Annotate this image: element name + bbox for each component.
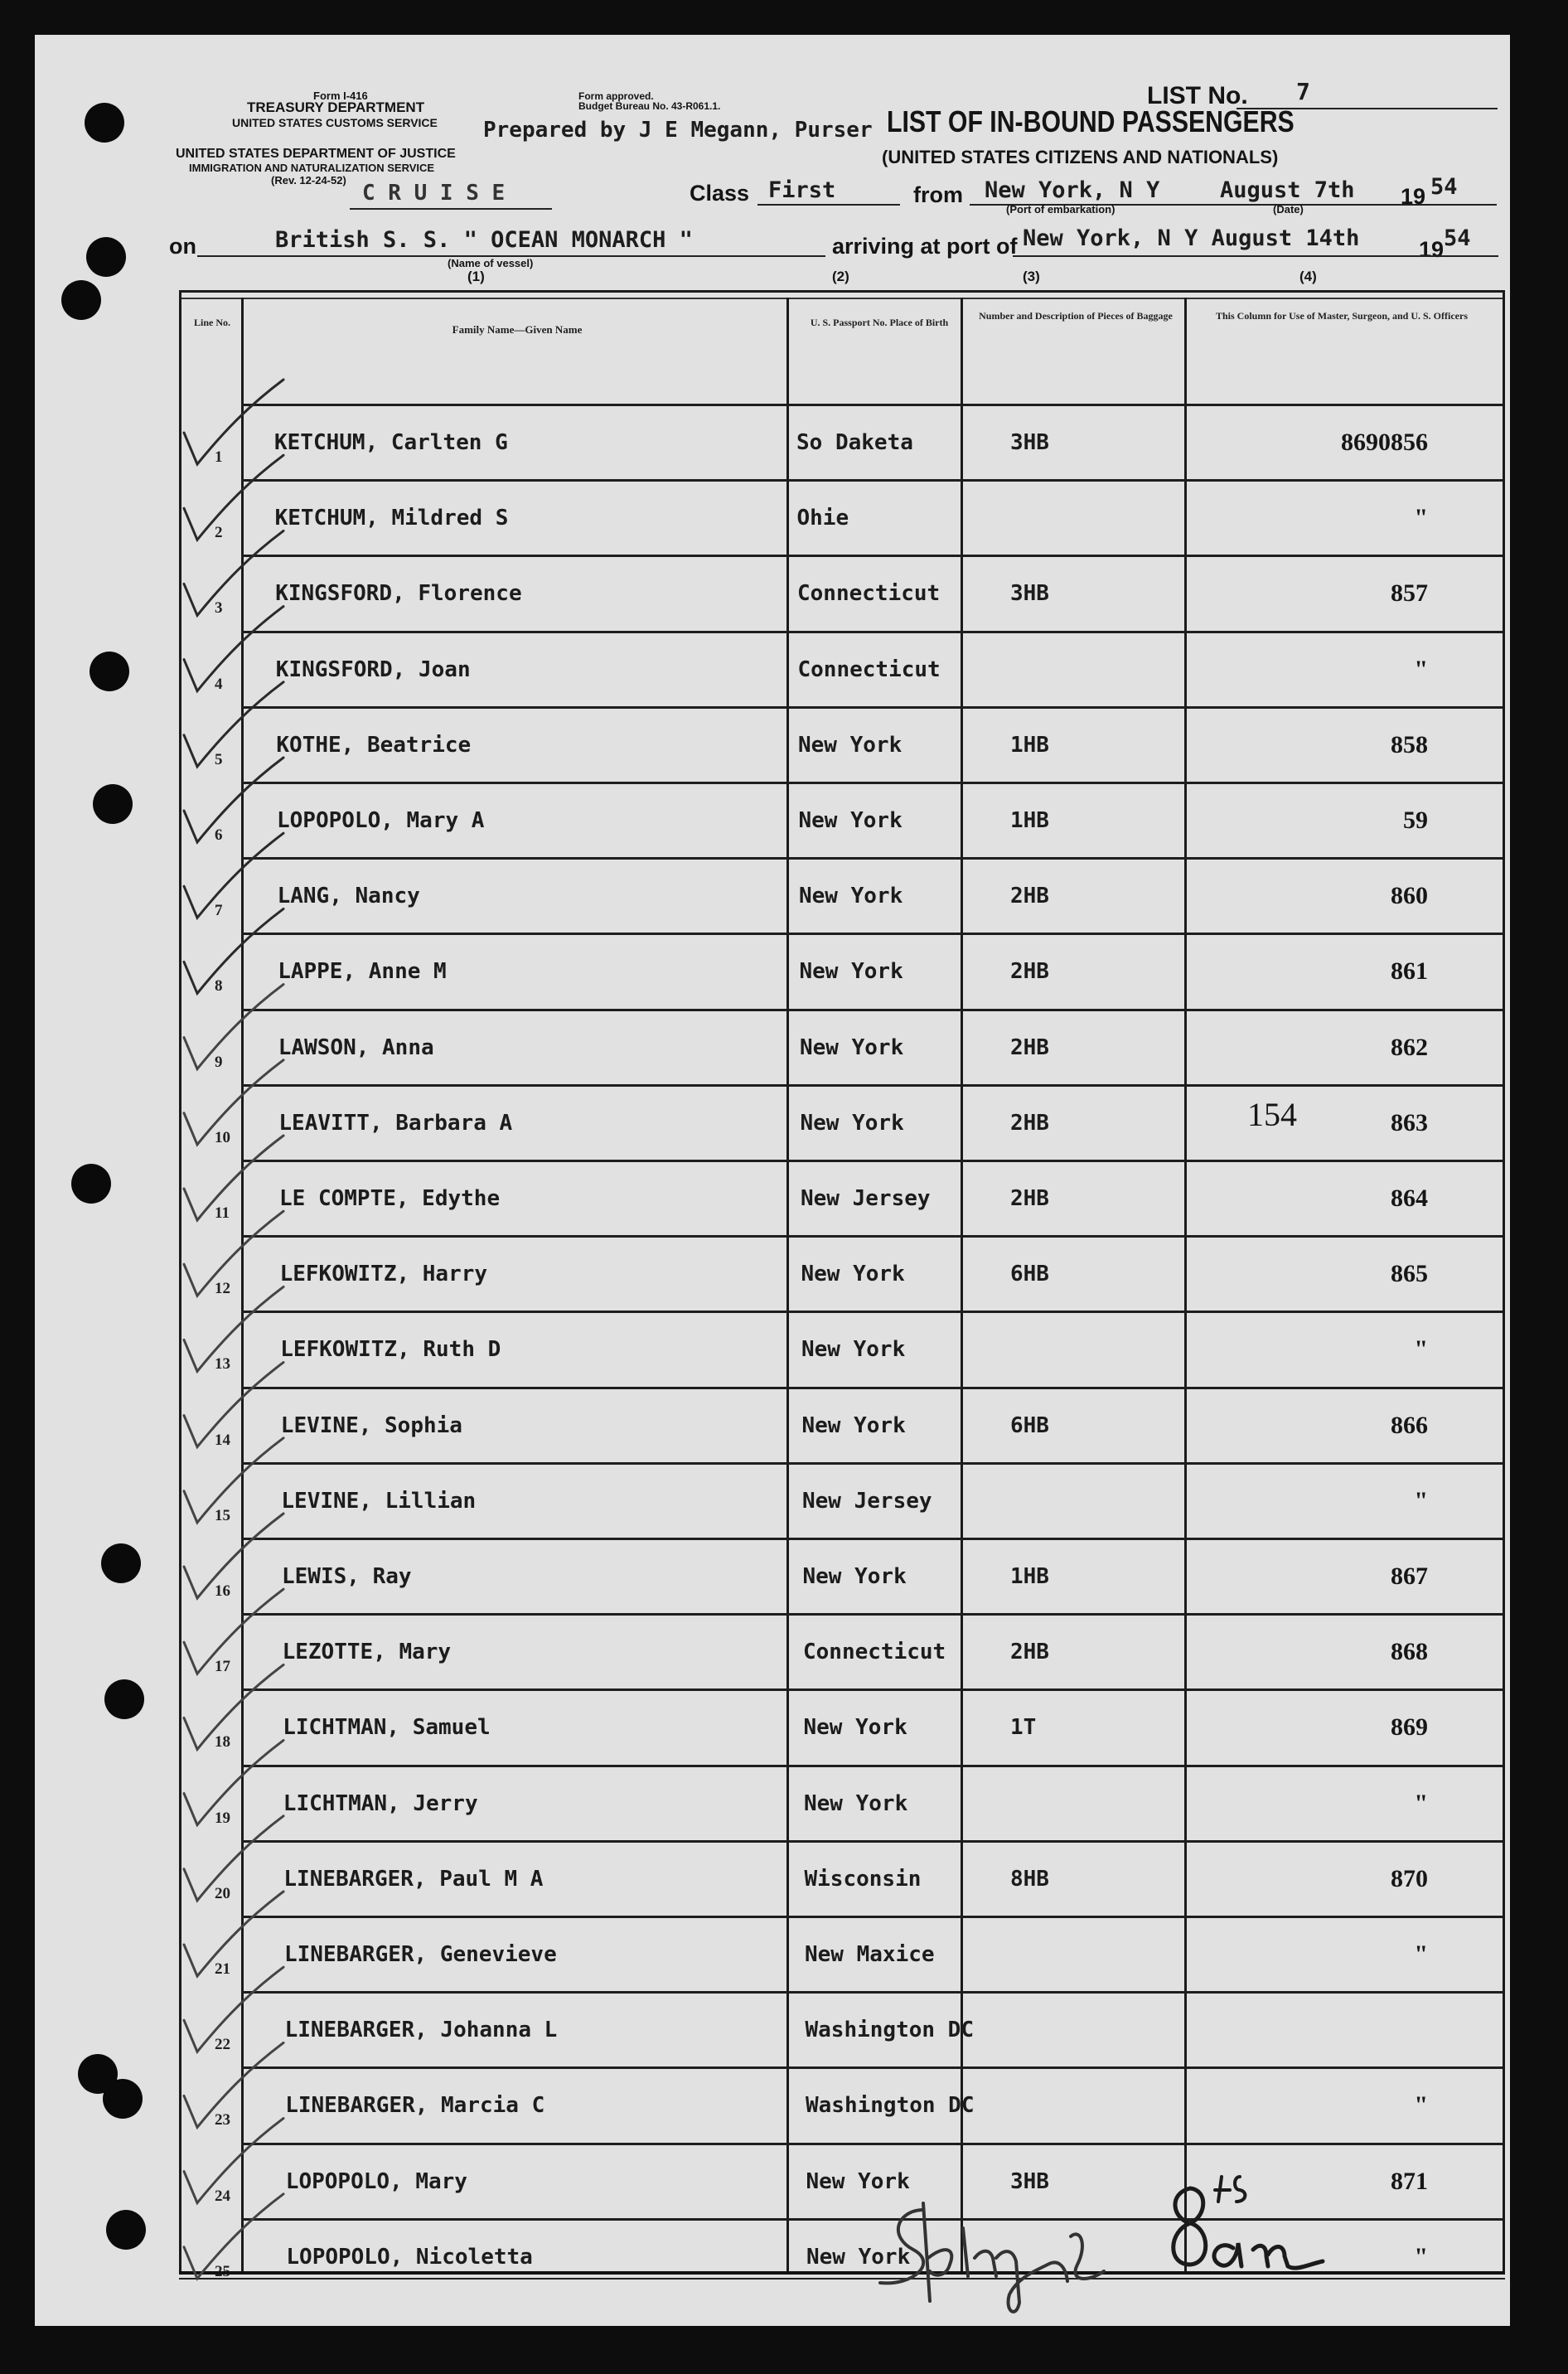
- treasury-label: TREASURY DEPARTMENT: [247, 99, 425, 115]
- embark-year-prefix: 19: [1401, 184, 1426, 209]
- table-row: [181, 1690, 1503, 1766]
- binder-hole: [71, 1164, 111, 1204]
- line-number: 23: [215, 2111, 230, 2129]
- baggage: 1HB: [1010, 808, 1049, 833]
- table-row: [181, 1464, 1503, 1539]
- table-row: [181, 1237, 1503, 1312]
- on-label: on: [169, 234, 196, 259]
- passenger-name: LOPOPOLO, Mary: [285, 2168, 467, 2194]
- arrival-year-suffix: 54: [1444, 225, 1471, 251]
- baggage: 6HB: [1010, 1412, 1049, 1438]
- line-number: 11: [215, 1204, 230, 1222]
- official-number: ": [1414, 504, 1428, 532]
- embark-year-suffix: 54: [1430, 174, 1458, 200]
- place-of-birth: New York: [798, 732, 903, 758]
- table-row: [181, 1539, 1503, 1615]
- official-number: 59: [1403, 807, 1428, 834]
- baggage: 8HB: [1010, 1866, 1049, 1892]
- port-of-embarkation: New York, N Y: [985, 177, 1160, 203]
- official-number: 860: [1391, 882, 1428, 910]
- baggage: 2HB: [1010, 884, 1049, 909]
- passenger-name: LEZOTTE, Mary: [282, 1640, 452, 1665]
- table-row: [181, 481, 1503, 556]
- passenger-name: LINEBARGER, Johanna L: [284, 2018, 558, 2043]
- place-of-birth: New Maxice: [805, 1942, 935, 1967]
- line-number: 12: [215, 1280, 230, 1298]
- binder-hole: [101, 1543, 141, 1583]
- passenger-name: LEAVITT, Barbara A: [278, 1110, 513, 1136]
- budget-label: Budget Bureau No. 43-R061.1.: [578, 100, 721, 112]
- table-row: [181, 1615, 1503, 1690]
- col-num-1: (1): [467, 269, 485, 284]
- place-of-birth: New York: [801, 1337, 906, 1363]
- baggage: 1HB: [1010, 1564, 1049, 1589]
- table-row: [181, 1917, 1503, 1993]
- line-number: 22: [215, 2036, 230, 2054]
- table-row: [181, 859, 1503, 934]
- document-subtitle: (UNITED STATES CITIZENS AND NATIONALS): [882, 147, 1279, 167]
- place-of-birth: Washington DC: [805, 2018, 974, 2043]
- line-number: 13: [215, 1355, 230, 1374]
- form-number: Form I-416: [313, 90, 368, 102]
- baggage: 6HB: [1010, 1262, 1049, 1287]
- table-row: [181, 2068, 1503, 2144]
- class-value: First: [768, 177, 836, 203]
- baggage: 2HB: [1010, 1034, 1049, 1060]
- passenger-name: LEFKOWITZ, Ruth D: [280, 1337, 501, 1363]
- official-number: 867: [1391, 1562, 1428, 1590]
- table-row: [181, 405, 1503, 481]
- place-of-birth: New York: [801, 1262, 905, 1287]
- official-number: 869: [1391, 1713, 1428, 1742]
- embark-date: August 7th: [1220, 177, 1355, 203]
- line-number: 16: [215, 1582, 230, 1600]
- baggage: 1HB: [1010, 732, 1049, 758]
- line-number: 25: [215, 2262, 230, 2280]
- line-number: 17: [215, 1658, 230, 1676]
- binder-hole: [104, 1679, 144, 1719]
- line-number: 9: [215, 1053, 223, 1071]
- table-row: [181, 632, 1503, 708]
- binder-hole: [85, 103, 124, 143]
- baggage: 2HB: [1010, 1640, 1049, 1665]
- official-number: ": [1414, 2242, 1428, 2270]
- ins-label: IMMIGRATION AND NATURALIZATION SERVICE: [189, 162, 435, 174]
- table-row: [181, 1993, 1503, 2068]
- list-no-value: 7: [1296, 78, 1310, 105]
- place-of-birth: Connecticut: [797, 581, 941, 607]
- document-page: [35, 35, 1510, 2326]
- arrival-underline: [1013, 255, 1409, 257]
- table-row: [181, 934, 1503, 1010]
- official-number: ": [1414, 1940, 1428, 1968]
- table-row: [181, 708, 1503, 783]
- line-number: 20: [215, 1884, 230, 1902]
- passenger-name: LINEBARGER, Marcia C: [285, 2093, 545, 2119]
- official-number: 863: [1391, 1108, 1428, 1136]
- official-number: 871: [1391, 2167, 1428, 2195]
- place-of-birth: New Jersey: [802, 1488, 932, 1514]
- official-number: 866: [1391, 1411, 1428, 1439]
- place-of-birth: New York: [803, 1715, 907, 1741]
- passenger-name: LEWIS, Ray: [282, 1564, 412, 1589]
- handwritten-signature: [864, 2178, 1212, 2319]
- place-of-birth: New York: [799, 959, 903, 985]
- header-passport: U. S. Passport No. Place of Birth: [810, 317, 949, 328]
- place-of-birth: New York: [801, 1412, 906, 1438]
- vessel-caption: (Name of vessel): [448, 257, 534, 269]
- handwritten-time: [1160, 2172, 1359, 2313]
- table-body: [181, 405, 1503, 2280]
- place-of-birth: New York: [798, 808, 903, 833]
- arriving-label: arriving at port of: [832, 234, 1018, 259]
- list-no-label: LIST No.: [1147, 82, 1248, 109]
- arrival-year-prefix: 19: [1419, 237, 1445, 262]
- binder-hole: [86, 237, 126, 277]
- line-number: 7: [215, 902, 223, 920]
- passenger-name: LANG, Nancy: [277, 884, 420, 909]
- revision-label: (Rev. 12-24-52): [271, 174, 346, 187]
- class-label: Class: [690, 181, 750, 206]
- line-number: 15: [215, 1506, 230, 1524]
- place-of-birth: New Jersey: [801, 1186, 931, 1211]
- binder-hole: [90, 652, 129, 691]
- baggage: 3HB: [1010, 2168, 1049, 2194]
- line-number: 18: [215, 1733, 230, 1751]
- baggage: 2HB: [1010, 1110, 1049, 1136]
- passenger-name: LINEBARGER, Paul M A: [283, 1866, 544, 1892]
- line-number: 1: [215, 448, 223, 466]
- official-number: 858: [1391, 730, 1428, 758]
- cruise-underline: [350, 208, 552, 210]
- passenger-name: LEVINE, Lillian: [281, 1488, 477, 1514]
- baggage: 2HB: [1010, 959, 1049, 985]
- passenger-name: KINGSFORD, Florence: [275, 581, 522, 607]
- passenger-name: LE COMPTE, Edythe: [279, 1186, 501, 1211]
- official-number: ": [1414, 655, 1428, 683]
- passenger-name: KETCHUM, Mildred S: [274, 506, 509, 531]
- year-underline: [1391, 204, 1497, 206]
- place-of-birth: Ohie: [796, 506, 849, 531]
- binder-hole: [93, 784, 133, 824]
- place-of-birth: New York: [799, 884, 903, 909]
- table-row: [181, 1388, 1503, 1464]
- official-number: 862: [1391, 1033, 1428, 1061]
- place-of-birth: Wisconsin: [804, 1866, 922, 1892]
- table-row: [181, 1766, 1503, 1842]
- customs-label: UNITED STATES CUSTOMS SERVICE: [232, 116, 438, 129]
- table-row: [181, 1086, 1503, 1161]
- passenger-name: LOPOPOLO, Mary A: [277, 808, 485, 833]
- cruise-label: C R U I S E: [362, 181, 506, 206]
- passenger-name: KETCHUM, Carlten G: [274, 430, 508, 455]
- line-number: 21: [215, 1960, 230, 1978]
- place-of-birth: New York: [800, 1034, 904, 1060]
- line-number: 4: [215, 675, 223, 693]
- official-number: ": [1414, 1335, 1428, 1364]
- vessel-name: British S. S. " OCEAN MONARCH ": [275, 227, 693, 253]
- official-number: ": [1414, 2091, 1428, 2120]
- table-row: [181, 1312, 1503, 1388]
- passenger-name: LAWSON, Anna: [278, 1034, 434, 1060]
- header-line-no: Line No.: [193, 317, 230, 328]
- official-number: 857: [1391, 579, 1428, 608]
- table-row: [181, 556, 1503, 632]
- table-inner-top: [181, 298, 1503, 299]
- line-number: 5: [215, 750, 223, 768]
- passenger-name: KOTHE, Beatrice: [276, 732, 472, 758]
- place-of-birth: Connecticut: [803, 1640, 946, 1665]
- passenger-name: LEVINE, Sophia: [280, 1412, 462, 1438]
- place-of-birth: New York: [804, 1790, 908, 1816]
- official-number: ": [1414, 1486, 1428, 1514]
- arrival-port-date: New York, N Y August 14th: [1023, 225, 1360, 251]
- place-of-birth: Connecticut: [797, 656, 941, 682]
- arrival-year-underline: [1409, 255, 1498, 257]
- table-row: [181, 1161, 1503, 1237]
- place-of-birth: New York: [802, 1564, 907, 1589]
- line-number: 10: [215, 1128, 230, 1146]
- official-number: 870: [1391, 1864, 1428, 1892]
- line-number: 6: [215, 826, 223, 844]
- col-num-4: (4): [1299, 269, 1317, 284]
- embark-caption: (Port of embarkation): [1006, 203, 1116, 216]
- form-approved-label: Form approved.: [578, 90, 654, 102]
- baggage: 3HB: [1010, 581, 1049, 607]
- passenger-name: KINGSFORD, Joan: [275, 656, 471, 682]
- passenger-name: LAPPE, Anne M: [278, 959, 447, 985]
- passenger-table: [179, 290, 1505, 2280]
- justice-label: UNITED STATES DEPARTMENT OF JUSTICE: [176, 147, 456, 161]
- passenger-name: LEFKOWITZ, Harry: [279, 1262, 488, 1287]
- place-of-birth: New York: [806, 2168, 910, 2194]
- line-number: 8: [215, 977, 223, 996]
- header-baggage: Number and Description of Pieces of Baggage: [979, 310, 1173, 322]
- col-num-3: (3): [1023, 269, 1040, 284]
- place-of-birth: So Daketa: [796, 430, 913, 455]
- passenger-name: LOPOPOLO, Nicoletta: [286, 2244, 533, 2270]
- official-number: 8690856: [1341, 429, 1428, 456]
- place-of-birth: Washington DC: [806, 2093, 975, 2119]
- stamp-number: 154: [1247, 1096, 1297, 1133]
- prepared-by: Prepared by J E Megann, Purser: [483, 118, 873, 143]
- line-number: 19: [215, 1809, 230, 1827]
- official-number: ": [1414, 1789, 1428, 1817]
- binder-hole: [106, 2210, 146, 2250]
- table-row: [181, 1010, 1503, 1086]
- class-underline: [757, 204, 900, 206]
- line-number: 14: [215, 1431, 230, 1449]
- passenger-name: LINEBARGER, Genevieve: [284, 1942, 557, 1967]
- line-number: 2: [215, 524, 223, 542]
- place-of-birth: New York: [806, 2244, 911, 2270]
- line-number: 24: [215, 2187, 230, 2205]
- header-official: This Column for Use of Master, Surgeon, and U. S. Officers: [1215, 310, 1468, 322]
- date-caption: (Date): [1273, 203, 1304, 216]
- official-number: 865: [1391, 1260, 1428, 1288]
- line-number: 3: [215, 599, 223, 618]
- table-row: [181, 783, 1503, 859]
- place-of-birth: New York: [800, 1110, 904, 1136]
- baggage: 2HB: [1010, 1186, 1049, 1211]
- table-row: [181, 1842, 1503, 1917]
- header-name: Family Name—Given Name: [452, 323, 583, 336]
- official-number: 868: [1391, 1638, 1428, 1666]
- official-number: 861: [1391, 957, 1428, 986]
- official-number: 864: [1391, 1185, 1428, 1212]
- from-label: from: [913, 182, 963, 207]
- passenger-name: LICHTMAN, Samuel: [283, 1715, 491, 1741]
- document-title: LIST OF IN-BOUND PASSENGERS: [887, 104, 1295, 138]
- col-num-2: (2): [832, 269, 849, 284]
- binder-hole: [103, 2079, 143, 2119]
- baggage: 3HB: [1010, 430, 1049, 455]
- passenger-name: LICHTMAN, Jerry: [283, 1790, 478, 1816]
- baggage: 1T: [1010, 1715, 1037, 1741]
- binder-hole: [61, 280, 101, 320]
